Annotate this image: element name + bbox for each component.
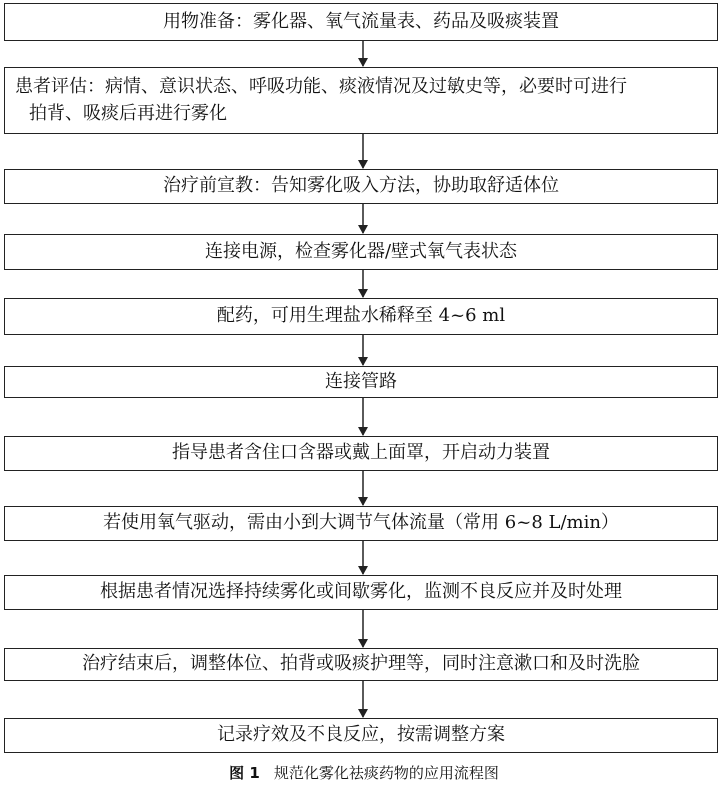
step-9-choose-mode <box>4 575 718 610</box>
step-4-text: 连接电源，检查雾化器/壁式氧气表状态 <box>204 240 518 262</box>
step-10-text: 治疗结束后，调整体位、拍背或吸痰护理等，同时注意漱口和及时洗脸 <box>82 653 640 675</box>
step-2-text-line1: 患者评估：病情、意识状态、呼吸功能、痰液情况及过敏史等，必要时可进行 <box>15 76 627 98</box>
step-6-connect-tubing <box>4 366 718 398</box>
step-10-after-treatment <box>4 648 718 681</box>
step-6-text: 连接管路 <box>325 370 397 392</box>
step-9-text: 根据患者情况选择持续雾化或间歇雾化，监测不良反应并及时处理 <box>100 581 622 603</box>
step-2-text-line2: 拍背、吸痰后再进行雾化 <box>29 102 227 124</box>
figure-caption-text: 规范化雾化祛痰药物的应用流程图 <box>273 764 499 782</box>
step-5-prepare-medicine <box>4 298 718 335</box>
step-7-guide-patient <box>4 436 718 471</box>
step-2-assessment <box>4 67 718 134</box>
step-3-text: 治疗前宣教：告知雾化吸入方法，协助取舒适体位 <box>163 175 559 197</box>
step-8-text: 若使用氧气驱动，需由小到大调节气体流量（常用 6~8 L/min） <box>103 512 619 534</box>
step-3-education <box>4 169 718 204</box>
step-1-text: 用物准备：雾化器、氧气流量表、药品及吸痰装置 <box>163 10 559 32</box>
step-4-check-equipment <box>4 234 718 270</box>
step-5-text: 配药，可用生理盐水稀释至 4~6 ml <box>216 305 506 327</box>
figure-caption <box>0 762 728 783</box>
figure-label: 图 1 <box>229 764 260 782</box>
step-8-adjust-flow <box>4 506 718 541</box>
step-7-text: 指导患者含住口含器或戴上面罩，开启动力装置 <box>172 442 550 464</box>
step-11-record <box>4 718 718 753</box>
step-11-text: 记录疗效及不良反应，按需调整方案 <box>217 724 505 746</box>
step-1-supplies <box>4 3 718 41</box>
